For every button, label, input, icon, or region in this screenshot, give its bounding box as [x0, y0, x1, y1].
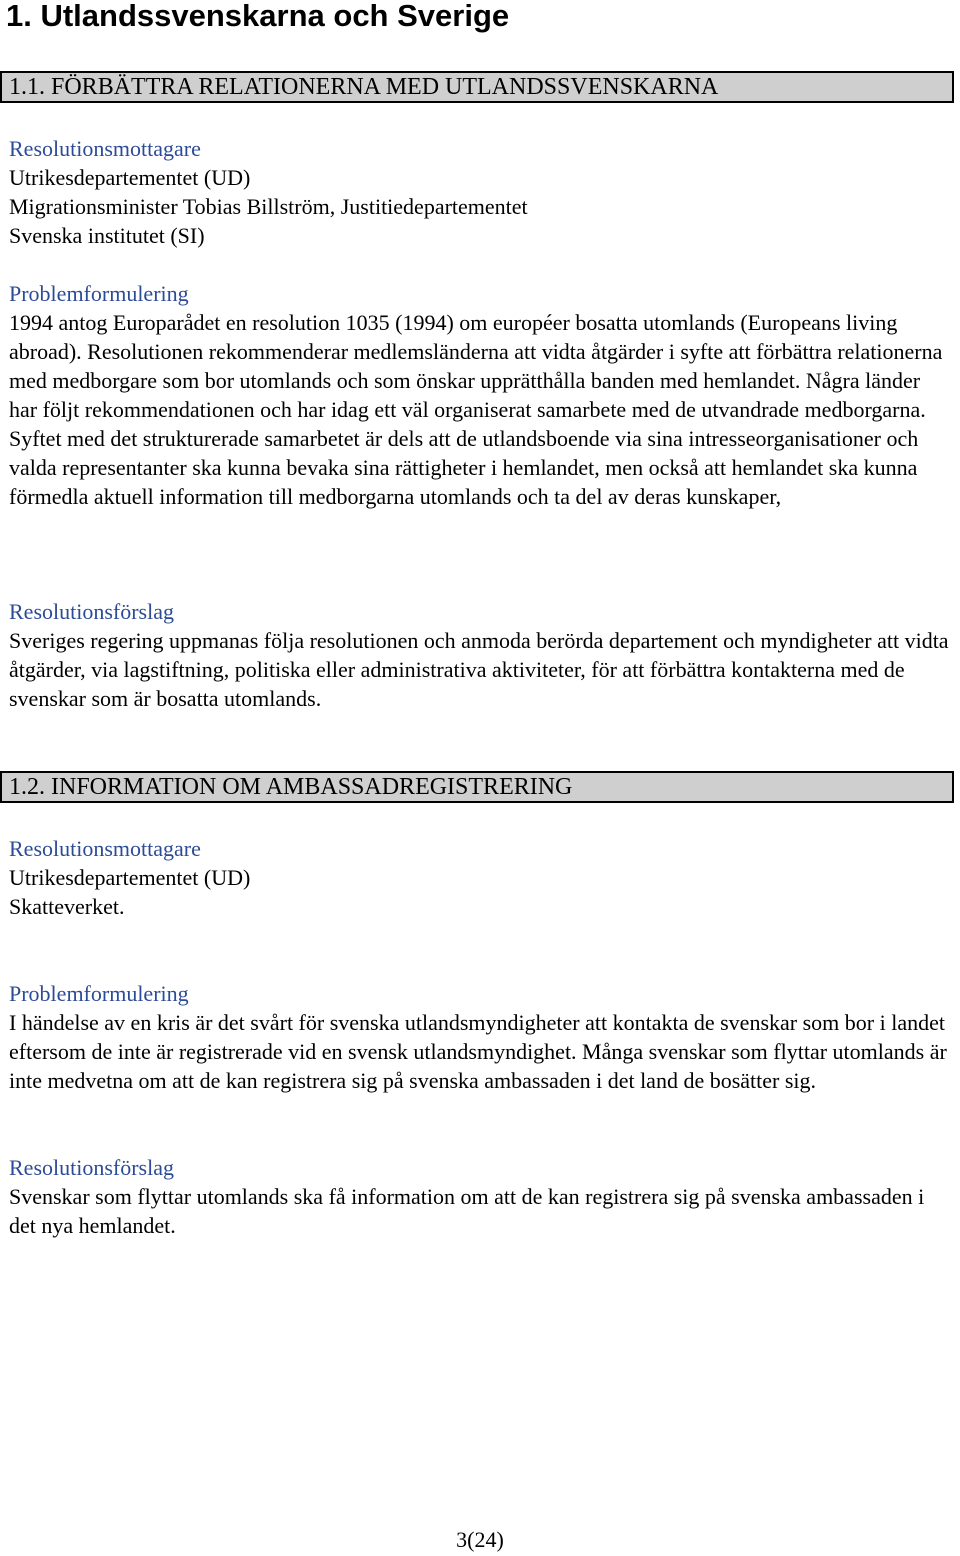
page-number: 3(24): [456, 1527, 504, 1552]
section-heading-1-2: 1.2. INFORMATION OM AMBASSADREGISTRERING: [0, 771, 954, 803]
recipients-label: Resolutionsmottagare: [9, 136, 201, 161]
recipient-item: Skatteverket.: [9, 894, 125, 919]
problem-text: 1994 antog Europarådet en resolution 1035 (1994) om européer bosatta utomlands (Europeans living abroad). Resolutionen rekommenderar medlemsländerna att vidta åtgärder i syfte att förbättra relationerna med medborgare som bor utomlands och som önskar upprätthålla banden med hemlandet. Några länder har följt rekommendationen och har idag ett väl organiserat samarbete med de utvandrade medborgarna. Syftet med det strukturerade samarbetet är dels att de utlandsboende via sina intresseorganisationer och valda representanter ska kunna bevaka sina rättigheter i hemlandet, men också att hemlandet ska kunna förmedla aktuell information till medborgarna utomlands och ta del av deras kunskaper,: [9, 310, 943, 509]
recipients-block-1-2: [9, 834, 951, 921]
problem-label: Problemformulering: [9, 981, 189, 1006]
problem-block-1-2: [9, 979, 951, 1095]
proposal-text: Svenskar som flyttar utomlands ska få information om att de kan registrera sig på svenska ambassaden i det nya hemlandet.: [9, 1184, 925, 1238]
problem-block-1-1: [9, 279, 951, 511]
proposal-block-1-1: [9, 597, 951, 713]
problem-label: Problemformulering: [9, 281, 189, 306]
recipients-label: Resolutionsmottagare: [9, 836, 201, 861]
proposal-text: Sveriges regering uppmanas följa resolutionen och anmoda berörda departement och myndigheter att vidta åtgärder, via lagstiftning, politiska eller administrativa aktiviteter, för att förbättra kontakterna med de svenskar som är bosatta utomlands.: [9, 628, 949, 711]
recipient-item: Utrikesdepartementet (UD): [9, 865, 251, 890]
problem-text: I händelse av en kris är det svårt för svenska utlandsmyndigheter att kontakta de svenskar som bor i landet eftersom de inte är registrerade vid en svensk utlandsmyndighet. Många svenskar som flyttar utomlands är inte medvetna om att de kan registrera sig på svenska ambassaden i det land de bosätter sig.: [9, 1010, 947, 1093]
proposal-label: Resolutionsförslag: [9, 1155, 174, 1180]
proposal-block-1-2: [9, 1153, 951, 1240]
recipients-block-1-1: [9, 134, 951, 250]
section-heading-1-1: 1.1. FÖRBÄTTRA RELATIONERNA MED UTLANDSSVENSKARNA: [0, 71, 954, 103]
proposal-label: Resolutionsförslag: [9, 599, 174, 624]
recipient-item: Svenska institutet (SI): [9, 223, 205, 248]
page-title: 1. Utlandssvenskarna och Sverige: [6, 0, 510, 33]
recipient-item: Migrationsminister Tobias Billström, Justitiedepartementet: [9, 194, 528, 219]
recipient-item: Utrikesdepartementet (UD): [9, 165, 251, 190]
